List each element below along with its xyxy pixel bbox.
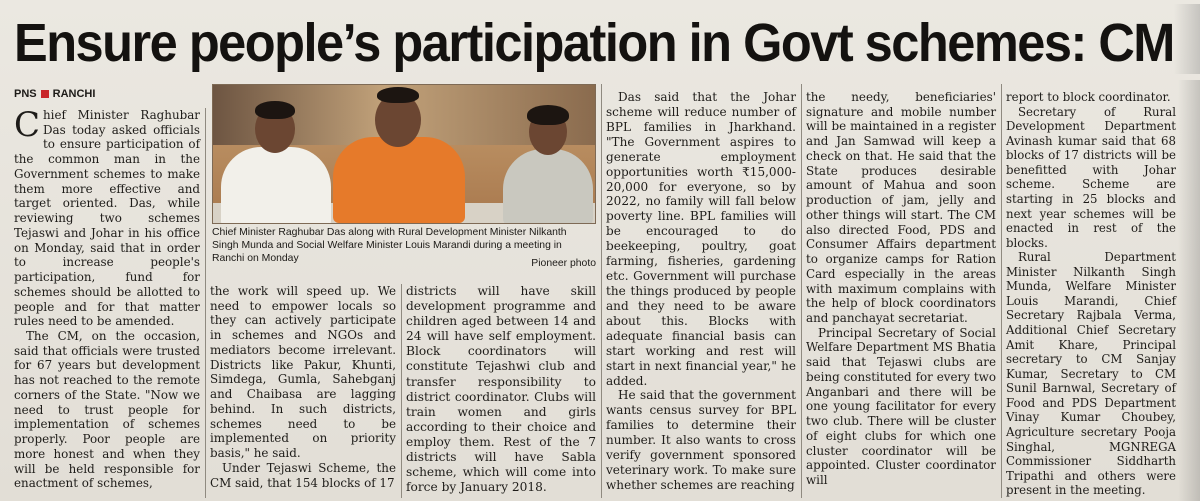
paragraph: Under Tejaswi Scheme, the CM said, that 154 blocks of 17 [210, 460, 396, 490]
column-divider [401, 284, 402, 498]
paragraph: He said that the government wants census survey for BPL families to determine their number. It also wants to cross verify government sponsored veterinary work. To make sure whether schemes are reaching [606, 388, 796, 492]
person-right [503, 103, 593, 224]
column-4 [606, 90, 796, 493]
column-2 [210, 284, 396, 490]
paragraph: the needy, beneficiaries' signature and mobile number will be maintained in a register and Jan Samwad will keep a check on that. He said that the State produces desirable amount of Mahua and soon production of jam, jelly and other things will start. The CM also directed Food, PDS and Consumer Affairs department to organize camps for Ration Card especially in the areas with maximum complains with the help of block coordinators and panchayat secretariat. [806, 90, 996, 326]
paragraph: Secretary of Rural Development Department Avinash kumar said that 68 blocks of 17 districts will be benefitted with Johar scheme. Scheme are starting in 25 blocks and next year schemes will be enacted in rest of the blocks. [1006, 104, 1176, 250]
red-square-icon [41, 90, 49, 98]
headline: Ensure people’s participation in Govt schemes: CM [14, 13, 1174, 73]
agency-label: PNS [14, 88, 37, 100]
paragraph: The CM, on the occasion, said that officials were trusted for 67 years but development has not reached to the remote corners of the State. "Now we need to trust people for implementation of schemes properly. Poor people are more honest and when they will be held responsible for enactment of schemes, [14, 329, 200, 491]
person-center [329, 85, 469, 224]
page-edge-shadow [1178, 80, 1200, 501]
photo-credit: Pioneer photo [531, 258, 596, 269]
drop-cap: C [14, 105, 41, 145]
column-1 [14, 105, 200, 491]
paragraph [14, 105, 200, 329]
paragraph: Principal Secretary of Social Welfare Department MS Bhatia said that Tejaswi clubs are being constituted for every two Anganbari and there will be one young facilitator for every two club. There will be cluster of eight clubs for which one cluster coordinator will be appointed. Cluster coordinator will [806, 325, 996, 488]
paragraph: the work will speed up. We need to empower locals so they can actively participate in schemes and NGOs and mediators become irrelevant. Districts like Pakur, Khunti, Simdega, Gumla, Sahebganj and Chaibasa are lagging behind. In such districts, schemes need to be implemented on priority basis," he said. [210, 284, 396, 461]
paragraph: report to block coordinator. [1006, 90, 1171, 104]
paragraph: districts will have skill development programme and children aged between 14 and 24 will have self employment. Block coordinators will constitute Tejashwi club and transfer responsibility to district coordinator. Clubs will train women and girls according to their choice and employ them. Rest of the 7 districts will have Sabla scheme, which will come into force by January 2018. [406, 284, 596, 495]
page-edge-shadow [1174, 4, 1200, 74]
column-divider [205, 108, 206, 498]
column-5 [806, 90, 996, 488]
column-divider [801, 84, 802, 498]
news-photo [212, 84, 596, 224]
column-divider [601, 84, 602, 498]
dateline [14, 86, 95, 102]
column-divider [1001, 84, 1002, 498]
person-left [221, 95, 331, 224]
paragraph: Rural Department Minister Nilkanth Singh Munda, Welfare Minister Louis Marandi, Chief Secretary Rajbala Verma, Additional Chief Secretary Amit Khare, Principal secretary to CM Sanjay Kumar, Secretary to CM Sunil Barnwal, Secretary of Food and PDS Department Vinay Kumar Choubey, Agriculture secretary Pooja Singhal, MGNREGA Commissioner Siddharth Tripathi and others were present in the meeting. [1006, 250, 1176, 498]
column-3 [406, 284, 596, 495]
column-6 [1006, 90, 1176, 498]
city-label: RANCHI [52, 88, 96, 100]
paragraph-text: hief Minister Raghubar Das today asked officials to ensure participation of the common man in the Government schemes to make them more effective and target oriented. Das, while reviewing two schemes Tejaswi and Johar in his office on Monday, said that in order to increase people's participation, fund for schemes should be allotted to people and for that matter rules need to be amended. [14, 108, 200, 329]
paragraph: Das said that the Johar scheme will reduce number of BPL families in Jharkhand. "The Government aspires to generate employment opportunities worth ₹15,000-20,000 for everyone, so by 2022, no family will fall below poverty line. BPL families will be encouraged to do beekeeping, poultry, goat farming, fisheries, gardening etc. Government will purchase the things produced by people and they need to be aware about this. Blocks with adequate financial basis can start working and rest will start in next financial year," he added. [606, 90, 796, 388]
photo-caption: Chief Minister Raghubar Das along with Rural Development Minister Nilkanth Singh Munda and Social Welfare Minister Louis Marandi during a meeting in Ranchi on Monday [212, 227, 567, 265]
